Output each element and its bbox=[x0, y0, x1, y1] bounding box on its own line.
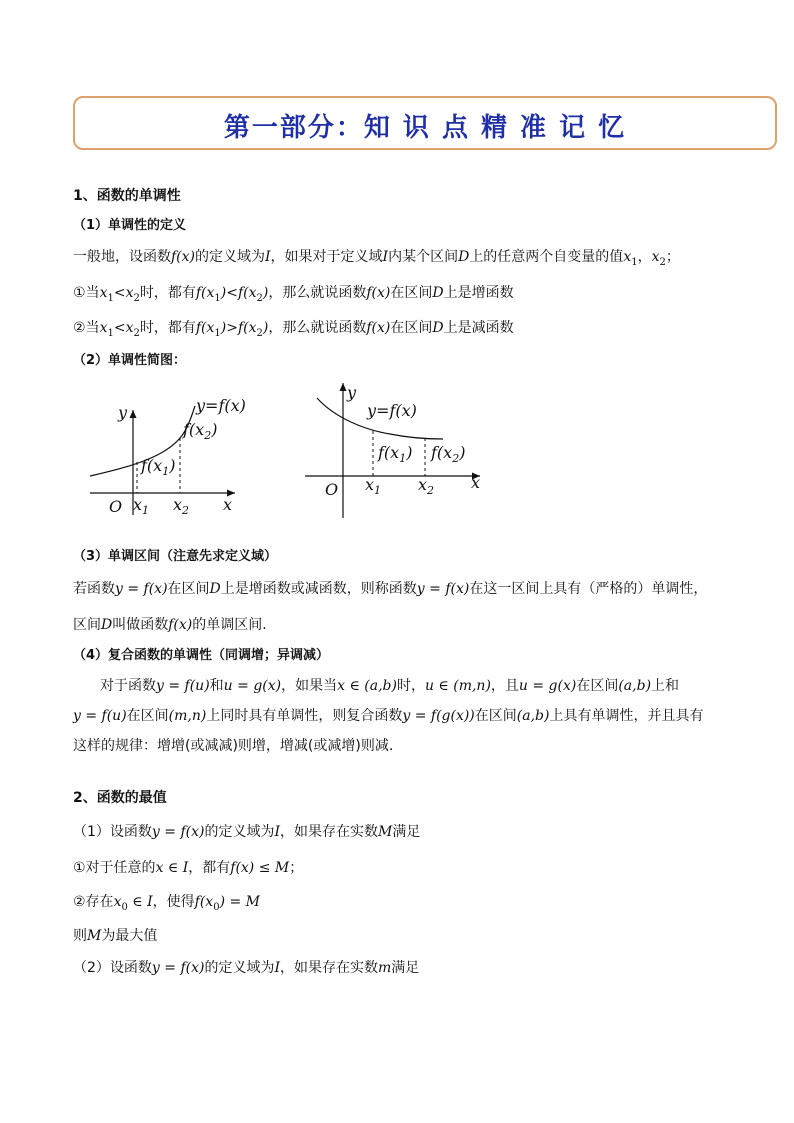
y-axis-label: y bbox=[347, 383, 357, 402]
y-axis-arrow bbox=[130, 410, 137, 418]
f-x2-label: $f(x_2)$ bbox=[431, 443, 466, 465]
subheading-sketch: （2）单调性简图： bbox=[73, 353, 187, 368]
decreasing-function-graph bbox=[305, 378, 485, 518]
f-x1-label: $f(x_1)$ bbox=[378, 443, 413, 465]
increasing-condition: ①当$x_1<x_2$时，都有$f(x_1)<f(x_2)$，那么就说函数f(x)在区间D上是增函数 bbox=[73, 285, 514, 304]
max-condition-2: ②存在$x_0$ ∈ I，使得$f(x_0) = M$ bbox=[73, 894, 260, 913]
section-1-heading: 1、函数的单调性 bbox=[73, 188, 181, 204]
x-axis-label: x bbox=[223, 495, 233, 514]
composite-line-1: 对于函数y = f(u)和u = g(x)，如果当x ∈ (a,b)时，u ∈ (m,n)，且u = g(x)在区间(a,b)上和 bbox=[100, 678, 680, 694]
origin-label: O bbox=[325, 480, 339, 499]
f-x2-label: $f(x_2)$ bbox=[183, 420, 218, 442]
interval-line-1: 若函数y = f(x)在区间D上是增函数或减函数，则称函数y = f(x)在这一区间上具有（严格的）单调性， bbox=[73, 581, 708, 597]
section-2-heading: 2、函数的最值 bbox=[73, 790, 167, 806]
max-definition: （1）设函数y = f(x)的定义域为I，如果存在实数M满足 bbox=[73, 824, 421, 840]
banner-title: 第一部分：知 识 点 精 准 记 忆 bbox=[223, 113, 627, 143]
max-condition-1: ①对于任意的x ∈ I，都有f(x) ≤ M； bbox=[73, 860, 304, 876]
composite-line-2: y = f(u)在区间(m,n)上同时具有单调性，则复合函数y = f(g(x))在区间(a,b)上具有单调性，并且具有 bbox=[73, 708, 704, 724]
increasing-function-graph bbox=[85, 390, 245, 520]
x-axis-label: x bbox=[471, 473, 481, 492]
section-banner bbox=[73, 96, 777, 150]
origin-label: O bbox=[109, 497, 123, 516]
f-x1-label: $f(x_1)$ bbox=[141, 456, 176, 478]
x2-tick-label: $x_2$ bbox=[418, 475, 435, 497]
x1-tick-label: $x_1$ bbox=[365, 475, 382, 497]
subheading-composite: （4）复合函数的单调性（同调增；异调减） bbox=[73, 648, 330, 663]
subheading-definition: （1）单调性的定义 bbox=[73, 218, 187, 233]
definition-line: 一般地，设函数f(x)的定义域为I，如果对于定义域I内某个区间D上的任意两个自变量的值$x_1$，$x_2$； bbox=[73, 249, 680, 268]
x2-tick-label: $x_2$ bbox=[173, 495, 190, 517]
min-definition: （2）设函数y = f(x)的定义域为I，如果存在实数m满足 bbox=[73, 960, 420, 976]
y-axis-arrow bbox=[340, 383, 347, 391]
composite-line-3: 这样的规律：增增(或减减)则增，增减(或减增)则减. bbox=[73, 738, 394, 754]
y-axis-label: y bbox=[118, 403, 128, 422]
curve-label: y=f(x) bbox=[196, 396, 246, 415]
max-conclusion: 则M为最大值 bbox=[73, 928, 158, 944]
curve-label: y=f(x) bbox=[367, 401, 417, 420]
interval-line-2: 区间D叫做函数f(x)的单调区间. bbox=[73, 617, 267, 633]
decreasing-condition: ②当$x_1<x_2$时，都有$f(x_1)>f(x_2)$，那么就说函数f(x)在区间D上是减函数 bbox=[73, 320, 514, 339]
subheading-interval: （3）单调区间（注意先求定义域） bbox=[73, 549, 278, 564]
x1-tick-label: $x_1$ bbox=[133, 495, 150, 517]
